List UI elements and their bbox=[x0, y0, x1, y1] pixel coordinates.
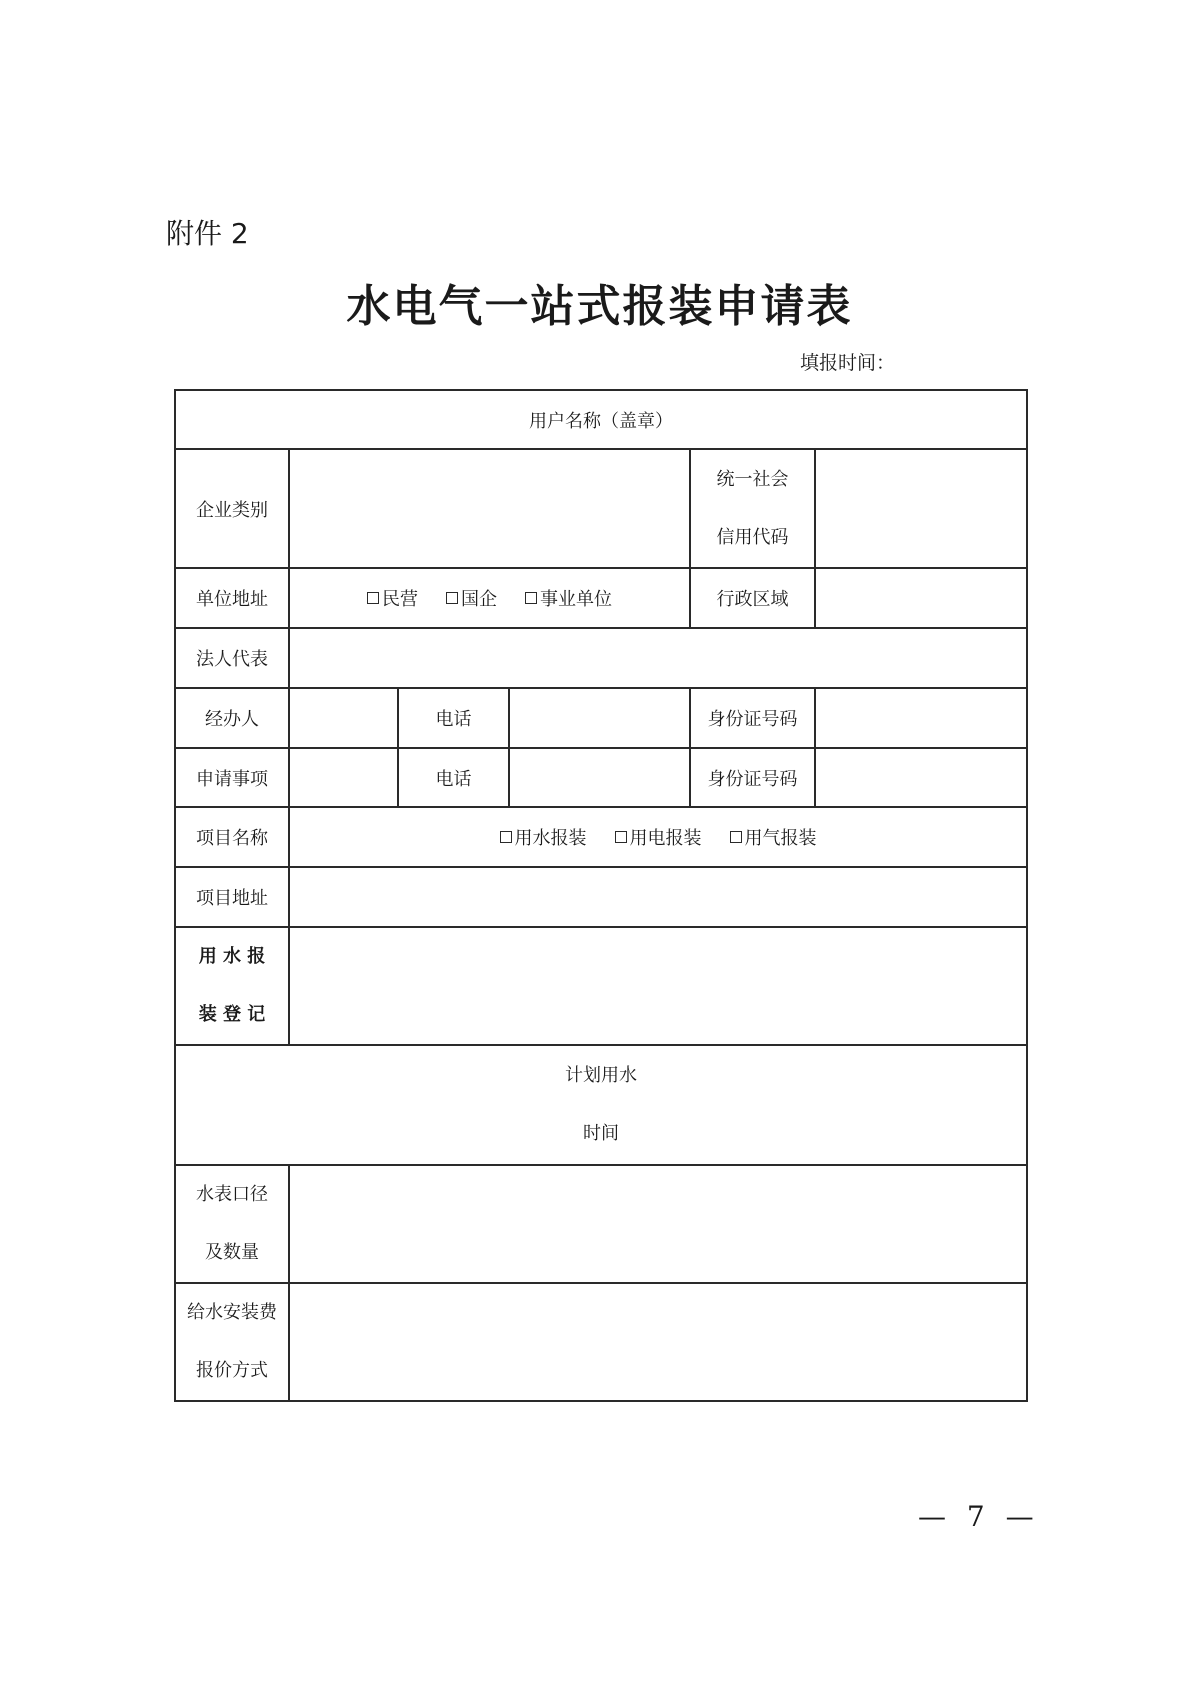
enterprise-type-label: 企业类别 bbox=[196, 499, 268, 521]
phone-field[interactable] bbox=[510, 689, 689, 747]
planned-water-line-1: 计划用水 bbox=[565, 1065, 637, 1086]
handler-field[interactable] bbox=[290, 689, 397, 747]
id-number-label-2: 身份证号码 bbox=[707, 768, 798, 790]
phone-label-2: 电话 bbox=[435, 768, 472, 790]
option-label: 事业单位 bbox=[540, 589, 612, 610]
ownership-option-institution[interactable] bbox=[525, 585, 612, 611]
ownership-options bbox=[290, 569, 689, 627]
option-label: 民营 bbox=[382, 589, 418, 610]
option-label: 用水报装 bbox=[514, 828, 587, 849]
handler-label: 经办人 bbox=[205, 709, 259, 730]
checkbox-icon bbox=[525, 592, 537, 604]
checkbox-icon bbox=[615, 831, 627, 843]
application-item-label: 申请事项 bbox=[196, 768, 268, 790]
credit-code-line-1: 统一社会 bbox=[716, 468, 789, 490]
meter-caliber-field[interactable] bbox=[290, 1166, 1026, 1282]
fill-time-label: 填报时间： bbox=[800, 352, 896, 374]
page-number: — 7 — bbox=[918, 1500, 1040, 1533]
water-fee-label bbox=[176, 1284, 288, 1400]
service-options bbox=[290, 808, 1026, 866]
phone-label: 电话 bbox=[435, 709, 472, 730]
attachment-label: 附件 2 bbox=[166, 217, 249, 250]
option-label: 用气报装 bbox=[744, 828, 817, 849]
legal-rep-field[interactable] bbox=[290, 629, 1026, 687]
water-registration-line-2: 装 登 记 bbox=[198, 1004, 266, 1025]
application-item-field[interactable] bbox=[290, 749, 397, 806]
checkbox-icon bbox=[367, 592, 379, 604]
id-number-field-2[interactable] bbox=[816, 749, 1026, 806]
service-option-electric[interactable] bbox=[615, 824, 702, 850]
planned-water-line-2: 时间 bbox=[583, 1123, 619, 1144]
project-address-field[interactable] bbox=[290, 868, 1026, 926]
checkbox-icon bbox=[500, 831, 512, 843]
planned-water-header bbox=[176, 1046, 1026, 1164]
legal-rep-label: 法人代表 bbox=[196, 649, 268, 670]
option-label: 用电报装 bbox=[629, 828, 702, 849]
water-fee-line-1: 给水安装费 bbox=[187, 1302, 277, 1323]
checkbox-icon bbox=[446, 592, 458, 604]
admin-region-label: 行政区域 bbox=[716, 589, 789, 610]
user-name-header: 用户名称（盖章） bbox=[529, 410, 673, 432]
checkbox-icon bbox=[730, 831, 742, 843]
unit-address-label: 单位地址 bbox=[196, 589, 268, 610]
water-registration-label bbox=[176, 928, 288, 1044]
credit-code-line-2: 信用代码 bbox=[716, 526, 789, 548]
water-fee-field[interactable] bbox=[290, 1284, 1026, 1400]
service-option-gas[interactable] bbox=[730, 824, 817, 850]
admin-region-field[interactable] bbox=[816, 569, 1026, 627]
meter-caliber-line-2: 及数量 bbox=[205, 1242, 259, 1263]
id-number-label: 身份证号码 bbox=[707, 709, 798, 730]
project-name-label: 项目名称 bbox=[196, 828, 268, 849]
credit-code-field[interactable] bbox=[816, 450, 1026, 567]
meter-caliber-line-1: 水表口径 bbox=[196, 1184, 268, 1205]
ownership-option-private[interactable] bbox=[367, 585, 418, 611]
meter-caliber-label bbox=[176, 1166, 288, 1282]
phone-field-2[interactable] bbox=[510, 749, 689, 806]
water-registration-line-1: 用 水 报 bbox=[198, 946, 266, 967]
project-address-label: 项目地址 bbox=[196, 888, 268, 909]
id-number-field[interactable] bbox=[816, 689, 1026, 747]
water-registration-field[interactable] bbox=[290, 928, 1026, 1044]
ownership-option-state[interactable] bbox=[446, 585, 497, 611]
option-label: 国企 bbox=[461, 589, 497, 610]
water-fee-line-2: 报价方式 bbox=[196, 1360, 268, 1381]
enterprise-type-field[interactable] bbox=[290, 450, 689, 567]
credit-code-label bbox=[691, 450, 814, 567]
service-option-water[interactable] bbox=[500, 824, 587, 850]
form-title: 水电气一站式报装申请表 bbox=[346, 281, 853, 332]
